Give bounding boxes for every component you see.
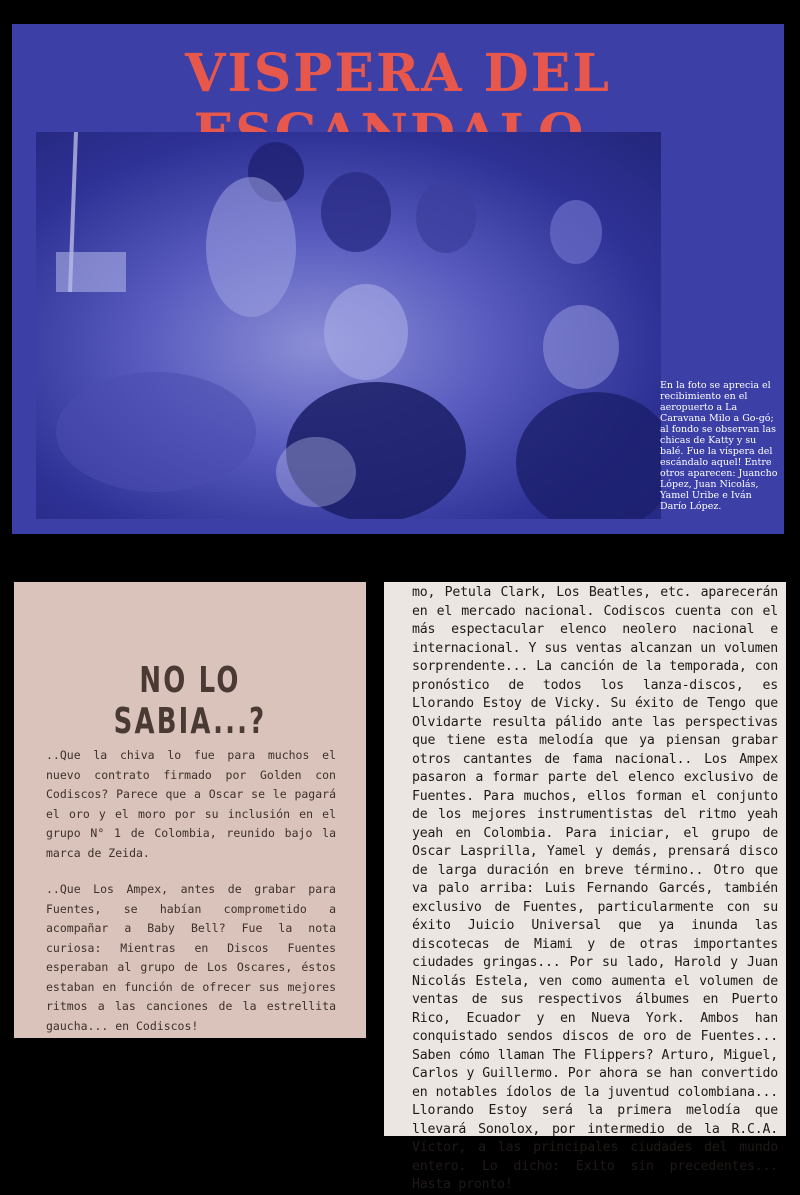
reception-photo [36, 132, 661, 519]
photo-caption: En la foto se aprecia el recibimiento en el aeropuerto a La Caravana Milo a Go-gó; al fondo se observan las chicas de Katty y su balé. Fue la víspera del escándalo aquel! Entre otros aparecen: Juancho López, Juan Nicolás, Yamel Uribe e Iván Darío López. [660, 380, 778, 512]
top-article-panel [12, 24, 784, 534]
headline: VISPERA DEL [185, 43, 611, 104]
left-article-title: NO LO SABIA...? [113, 660, 267, 742]
photo-illustration [36, 132, 661, 519]
right-article-panel [384, 582, 786, 1192]
left-paragraph-1: ..Que la chiva lo fue para muchos el nuevo contrato firmado por Golden con Codiscos? Parece que a Oscar se le pagará el oro y el moro por su inclusión en el grupo N° 1 de Colombia, reunido bajo la marca de Zeida. [46, 748, 336, 860]
left-article-panel [14, 582, 366, 1038]
right-article-body: mo, Petula Clark, Los Beatles, etc. aparecerán en el mercado nacional. Codiscos cuenta con el más espectacular elenco neolero nacional e internacional. Y sus ventas alcanzan un volumen sorprendente... La canción de la temporada, con pronóstico de todos los lanza-discos, es Llorando Estoy de Vicky. Su éxito de Tengo que Olvidarte resulta pálido ante las perspectivas que tiene esta melodía que ya piensan grabar otros cantantes de fama nacional.. Los Ampex pasaron a formar parte del elenco exclusivo de Fuentes. Para muchos, ellos forman el conjunto de los mejores instrumentistas del ritmo yeah yeah en Colombia. Para iniciar, el grupo de Oscar Lasprilla, Yamel y demás, prensará disco de larga duración en breve término.. Otro que va palo arriba: Luis Fernando Garcés, también exclusivo de Fuentes, particularmente con su éxito Juicio Universal que ya inunda las discotecas de Miami y de otras importantes ciudades gringas... Por su lado, Harold y Juan Nicolás Estela, ven como aumenta el volumen de ventas de sus respectivos álbumes en Puerto Rico, Ecuador y en Nueva York. Ambos han conquistado sendos discos de oro de Fuentes... Saben cómo llaman The Flippers? Arturo, Miguel, Carlos y Guillermo. Por ahora se han convertido en notables ídolos de la juventud colombiana... Llorando Estoy será la primera melodía que llevará Sonolox, por intermedio de la R.C.A. Víctor, a las principales ciudades del mundo entero. Lo dicho: Exito sin precedentes... Hasta pronto! [412, 585, 778, 1192]
left-paragraph-2: ..Que Los Ampex, antes de grabar para Fuentes, se habían comprometido a acompañar a Baby Bell? Fue la nota curiosa: Mientras en Discos Fuentes esperaban al grupo de Los Oscares, éstos estaban en función de ofrecer sus mejores ritmos a las canciones de la estrellita gaucha... en Codiscos! [46, 882, 336, 1033]
